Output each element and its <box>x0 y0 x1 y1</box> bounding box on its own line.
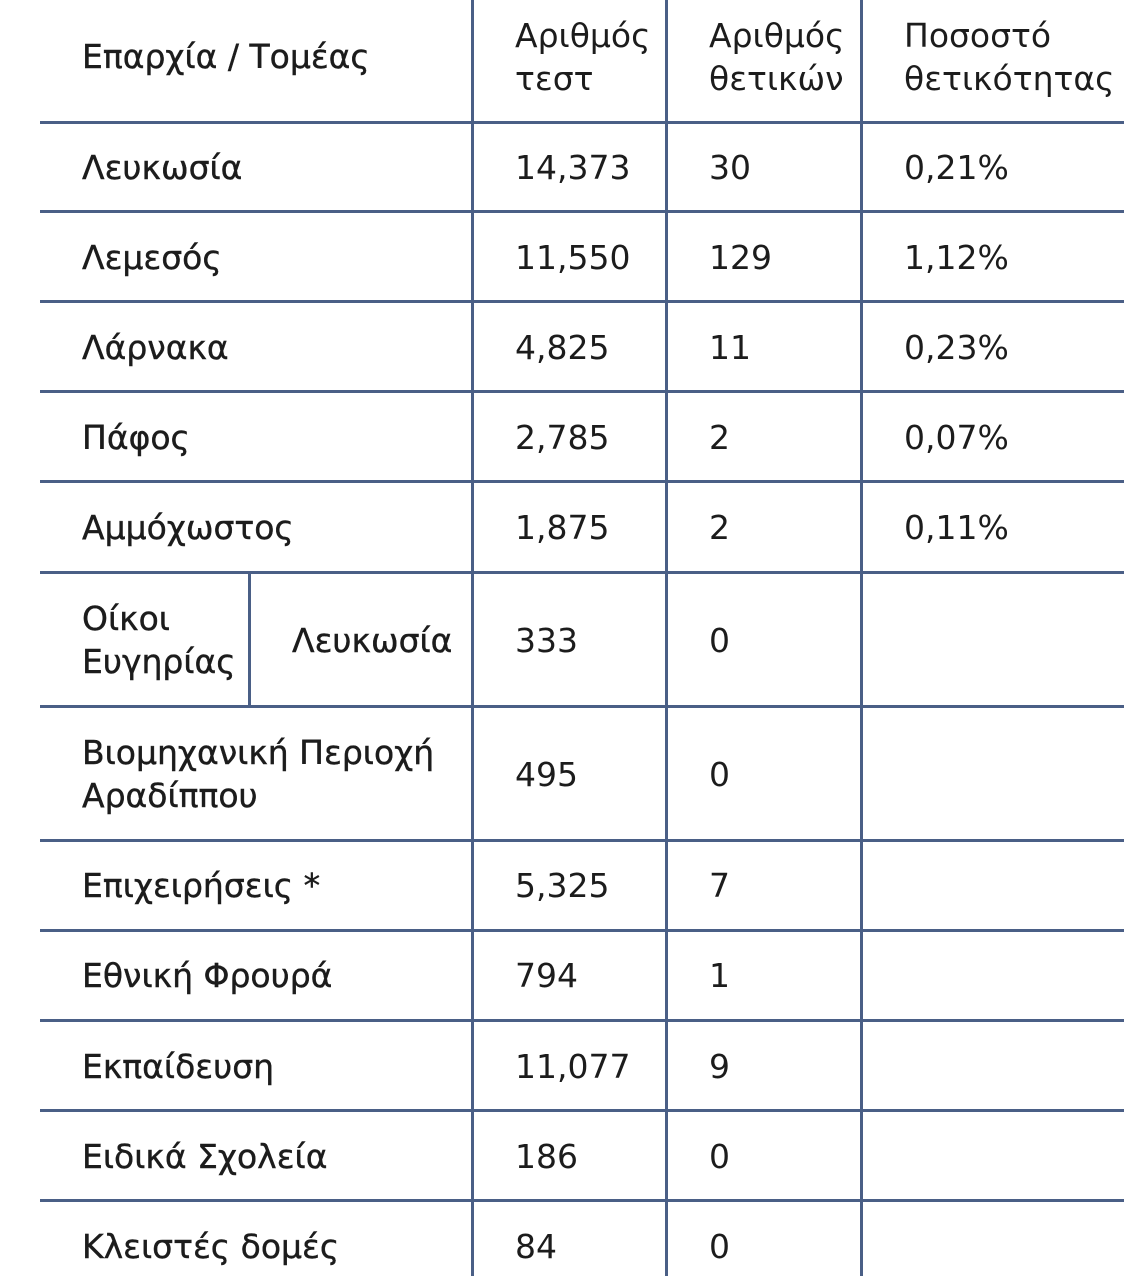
row-positives: 7 <box>709 866 730 905</box>
row-name: Λευκωσία <box>82 148 243 187</box>
row-tests: 4,825 <box>515 328 610 367</box>
column-divider <box>471 0 474 1276</box>
row-divider <box>40 121 1124 124</box>
row-tests: 1,875 <box>515 508 610 547</box>
header-tests <box>515 14 650 100</box>
row-positives: 1 <box>709 956 730 995</box>
row-positives: 0 <box>709 1227 730 1266</box>
row-name-line2: Ευγηρίας <box>82 642 236 681</box>
row-tests: 2,785 <box>515 418 610 457</box>
row-divider <box>40 1019 1124 1022</box>
column-divider <box>665 0 668 1276</box>
header-region: Επαρχία / Τομέας <box>82 37 370 76</box>
row-name <box>82 597 236 683</box>
row-positives: 30 <box>709 148 751 187</box>
row-subname: Λευκωσία <box>292 621 453 660</box>
header-tests-line2: τεστ <box>515 59 594 98</box>
row-name: Λεμεσός <box>82 238 222 277</box>
row-positives: 2 <box>709 418 730 457</box>
row-name: Αμμόχωστος <box>82 508 294 547</box>
row-name: Πάφος <box>82 418 190 457</box>
row-divider <box>40 929 1124 932</box>
row-tests: 84 <box>515 1227 557 1266</box>
row-divider <box>40 705 1124 708</box>
header-positives-line1: Αριθμός <box>709 16 845 55</box>
row-name: Λάρνακα <box>82 328 229 367</box>
row-tests: 14,373 <box>515 148 631 187</box>
row-positives: 9 <box>709 1047 730 1086</box>
row-name: Ειδικά Σχολεία <box>82 1137 328 1176</box>
row-tests: 495 <box>515 755 578 794</box>
subcolumn-divider <box>248 572 251 706</box>
row-name <box>82 731 434 817</box>
row-rate: 0,07% <box>904 418 1009 457</box>
row-tests: 333 <box>515 621 578 660</box>
row-rate: 0,11% <box>904 508 1009 547</box>
row-name-line1: Βιομηχανική Περιοχή <box>82 733 435 772</box>
row-divider <box>40 1199 1124 1202</box>
header-rate <box>904 14 1114 100</box>
row-rate: 0,21% <box>904 148 1009 187</box>
header-positives <box>709 14 844 100</box>
row-positives: 0 <box>709 621 730 660</box>
row-name-line2: Αραδίππου <box>82 776 258 815</box>
row-rate: 0,23% <box>904 328 1009 367</box>
row-name: Επιχειρήσεις * <box>82 866 321 905</box>
header-positives-line2: θετικών <box>709 59 844 98</box>
row-name: Εκπαίδευση <box>82 1047 275 1086</box>
row-name-line1: Οίκοι <box>82 599 170 638</box>
row-name: Κλειστές δομές <box>82 1227 340 1266</box>
column-divider <box>860 0 863 1276</box>
header-tests-line1: Αριθμός <box>515 16 651 55</box>
row-tests: 11,550 <box>515 238 631 277</box>
row-divider <box>40 300 1124 303</box>
row-divider <box>40 480 1124 483</box>
header-rate-line2: θετικότητας <box>904 59 1115 98</box>
row-divider <box>40 571 1124 574</box>
row-rate: 1,12% <box>904 238 1009 277</box>
row-divider <box>40 210 1124 213</box>
row-tests: 794 <box>515 956 578 995</box>
row-name: Εθνική Φρουρά <box>82 956 333 995</box>
row-positives: 0 <box>709 755 730 794</box>
row-tests: 11,077 <box>515 1047 631 1086</box>
row-positives: 0 <box>709 1137 730 1176</box>
row-positives: 11 <box>709 328 751 367</box>
row-positives: 129 <box>709 238 772 277</box>
row-divider <box>40 1109 1124 1112</box>
row-tests: 5,325 <box>515 866 610 905</box>
row-tests: 186 <box>515 1137 578 1176</box>
header-rate-line1: Ποσοστό <box>904 16 1052 55</box>
row-divider <box>40 390 1124 393</box>
row-positives: 2 <box>709 508 730 547</box>
row-divider <box>40 839 1124 842</box>
